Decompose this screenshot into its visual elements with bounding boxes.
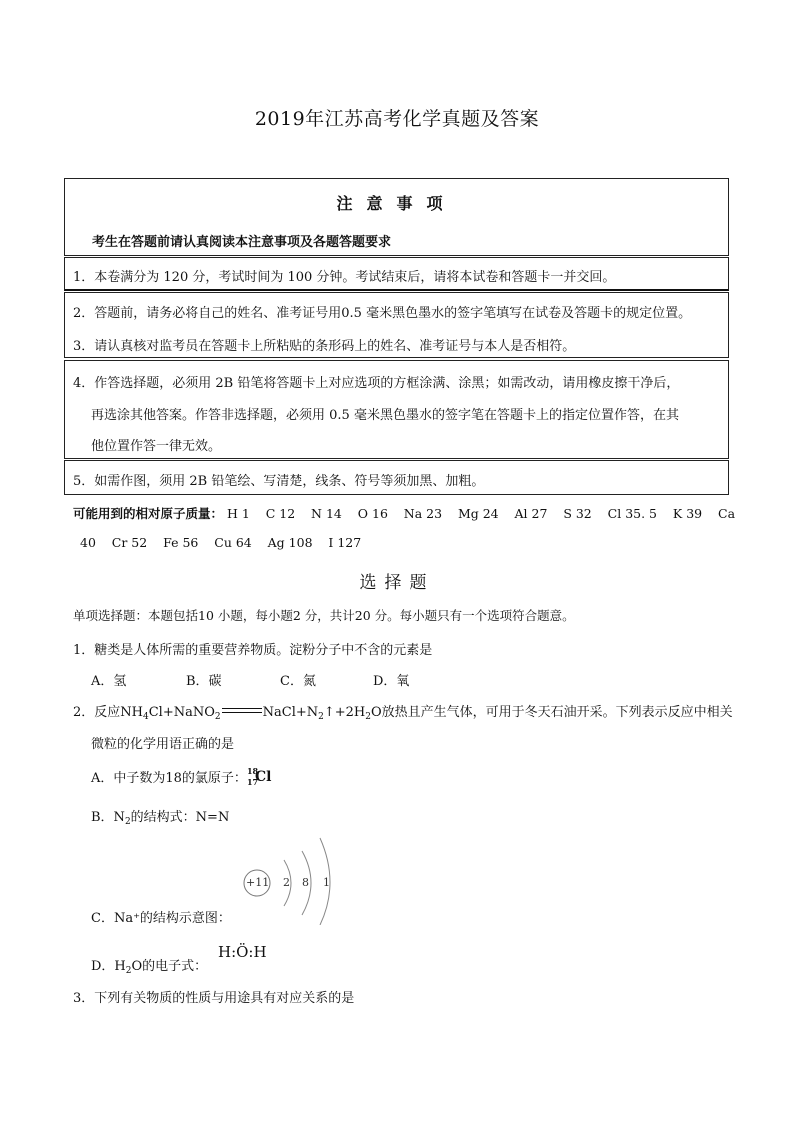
reactant-1: $NH_4Cl+NaNO_2$	[120, 705, 221, 722]
water-lewis-structure: H:Ö:H	[218, 943, 267, 961]
question-2-option-d: D．$H_2O$的电子式：	[91, 959, 208, 976]
shell-2-electrons: 8	[302, 876, 309, 889]
nucleus-charge: +11	[246, 876, 270, 889]
shell-3-electrons: 1	[323, 876, 330, 889]
question-1-option-b: B．碳	[186, 674, 222, 689]
question-2-option-a: A．中子数为18的氯原子： 18 17 Cl	[91, 766, 272, 787]
atomic-masses-line-2: 40 Cr 52 Fe 56 Cu 64 Ag 108 I 127	[80, 535, 362, 550]
notice-item-4-line-3: 他位置作答一律无效。	[91, 439, 222, 454]
notice-item-box-1	[64, 257, 729, 291]
notice-heading: 注意事项	[336, 194, 457, 213]
question-1-option-d: D．氧	[373, 674, 410, 689]
notice-item-1: 1．本卷满分为 120 分，考试时间为 100 分钟。考试结束后，请将本试卷和答题卡一并交回。	[73, 270, 616, 285]
notice-item-4-line-1: 4．作答选择题，必须用 2B 铅笔将答题卡上对应选项的方框涂满、涂黑；如需改动，请用橡皮擦干净后，	[73, 376, 680, 391]
notice-item-box-4	[64, 460, 729, 495]
question-1-stem: 1．糖类是人体所需的重要营养物质。淀粉分子中不含的元素是	[73, 643, 433, 658]
question-1-option-a: A．氢	[91, 674, 127, 689]
section-instructions: 单项选择题：本题包括10 小题，每小题2 分，共计20 分。每小题只有一个选项符合题意。	[73, 608, 575, 623]
notice-item-4-line-2: 再选涂其他答案。作答非选择题，必须用 0.5 毫米黑色墨水的签字笔在答题卡上的指定位置作答，在其	[91, 408, 679, 423]
question-2-stem-line-2: 微粒的化学用语正确的是	[91, 737, 235, 752]
notice-item-5: 5．如需作图，须用 2B 铅笔绘、写清楚，线条、符号等须加黑、加粗。	[73, 474, 485, 489]
notice-item-2: 2．答题前，请务必将自己的姓名、准考证号用0.5 毫米黑色墨水的签字笔填写在试卷及答题卡的规定位置。	[73, 306, 692, 321]
question-1-option-c: C．氮	[280, 674, 316, 689]
notice-item-box-2	[64, 292, 729, 358]
question-2-option-b: B．$N_2$的结构式：N=N	[91, 810, 230, 827]
notice-subheading: 考生在答题前请认真阅读本注意事项及各题答题要求	[92, 235, 392, 250]
equation-equals-sign	[222, 708, 262, 713]
notice-header-box	[64, 178, 729, 256]
atomic-masses-line-1	[73, 504, 735, 522]
question-3-stem: 3．下列有关物质的性质与用途具有对应关系的是	[73, 991, 355, 1006]
products: $NaCl+N_2↑+2H_2O$	[262, 705, 382, 722]
question-2-stem: 2．反应$NH_4Cl+NaNO_2$ $NaCl+N_2↑+2H_2O$放热且产生气体，可用于冬天石油开采。下列表示反应中相关	[73, 705, 733, 722]
shell-1-electrons: 2	[283, 876, 290, 889]
atomic-masses-values-1: H 1 C 12 N 14 O 16 Na 23 Mg 24 Al 27 S 32 Cl 35. 5 K 39 Ca	[227, 506, 736, 521]
section-title: 选择题	[359, 573, 435, 593]
sodium-structure-diagram	[240, 835, 340, 925]
document-title: 2019年江苏高考化学真题及答案	[254, 108, 540, 130]
notice-item-box-3	[64, 360, 729, 459]
notice-item-3: 3．请认真核对监考员在答题卡上所粘贴的条形码上的姓名、准考证号与本人是否相符。	[73, 339, 576, 354]
atomic-masses-label: 可能用到的相对原子质量：	[73, 506, 224, 521]
question-2-option-c: C．Na⁺的结构示意图：	[91, 911, 231, 926]
chlorine-isotope-notation: 18 17 Cl	[246, 766, 272, 787]
